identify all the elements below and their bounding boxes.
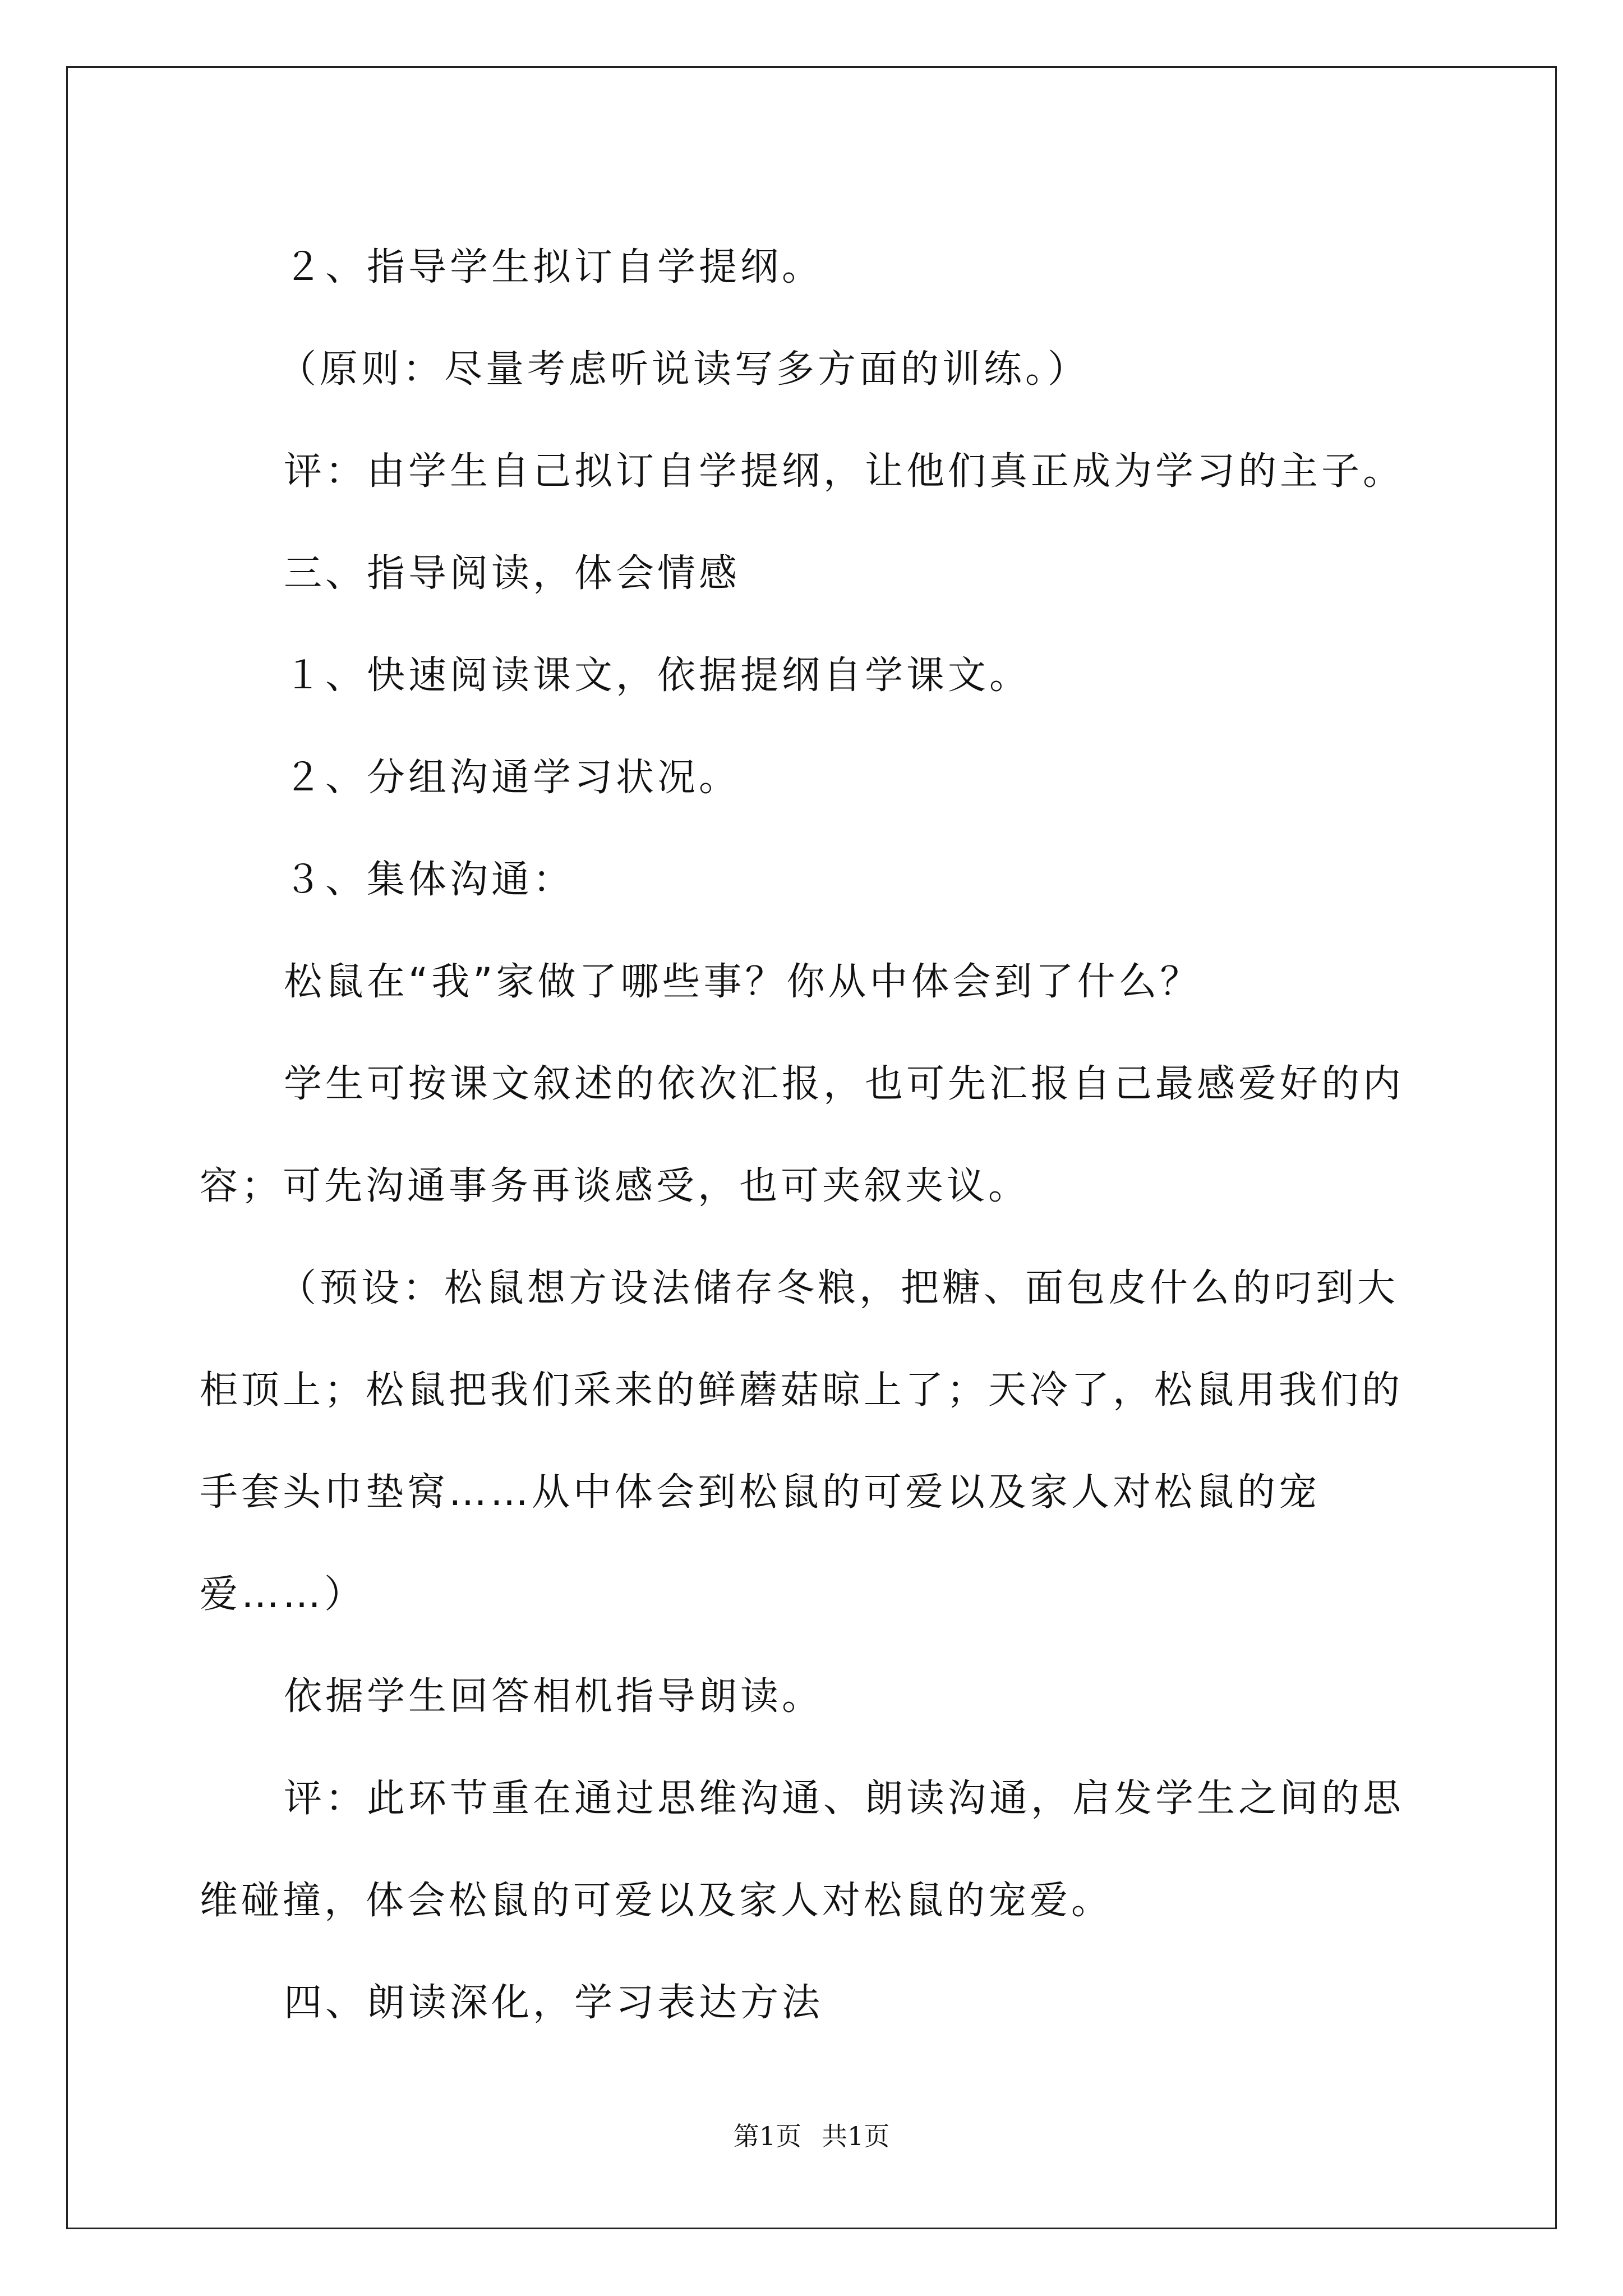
page-footer	[0, 2119, 1623, 2153]
paragraph-student-report: 学生可按课文叙述的依次汇报，也可先汇报自己最感爱好的内容；可先沟通事务再谈感受，也可夹叙夹议。	[200, 1062, 1405, 1208]
document-body	[200, 217, 1435, 2054]
section-heading-3: 三、指导阅读，体会情感	[284, 551, 741, 596]
paragraph-preset-answer: （预设：松鼠想方设法储存冬粮，把糖、面包皮什么的叼到大柜顶上；松鼠把我们采来的鲜蘑菇晾上了；天冷了，松鼠用我们的手套头巾垫窝……从中体会到松鼠的可爱以及家人对松鼠的宠爱……）	[200, 1266, 1404, 1617]
paragraph-guided-reading: 依据学生回答相机指导朗读。	[284, 1674, 824, 1719]
paragraph-principle-note: （原则：尽量考虑听说读写多方面的训练。）	[278, 347, 1090, 392]
paragraph-step-2-outline: ２、指导学生拟订自学提纲。	[284, 245, 824, 289]
paragraph-step-2-group: ２、分组沟通学习状况。	[284, 756, 741, 800]
paragraph-step-1-reading: １、快速阅读课文，依据提纲自学课文。	[284, 654, 1031, 698]
paragraph-question: 松鼠在“我”家做了哪些事？你从中体会到了什么？	[284, 960, 1202, 1004]
section-heading-4: 四、朗读深化，学习表达方法	[284, 1981, 824, 2025]
page-number-total: 共1页	[822, 2121, 890, 2151]
paragraph-step-3-collective: ３、集体沟通：	[284, 858, 575, 902]
paragraph-comment-2: 评：此环节重在通过思维沟通、朗读沟通，启发学生之间的思维碰撞，体会松鼠的可爱以及家人对松鼠的宠爱。	[200, 1777, 1405, 1923]
paragraph-comment-1: 评：由学生自己拟订自学提纲，让他们真正成为学习的主子。	[284, 449, 1405, 494]
page-number-current: 第1页	[733, 2121, 801, 2151]
